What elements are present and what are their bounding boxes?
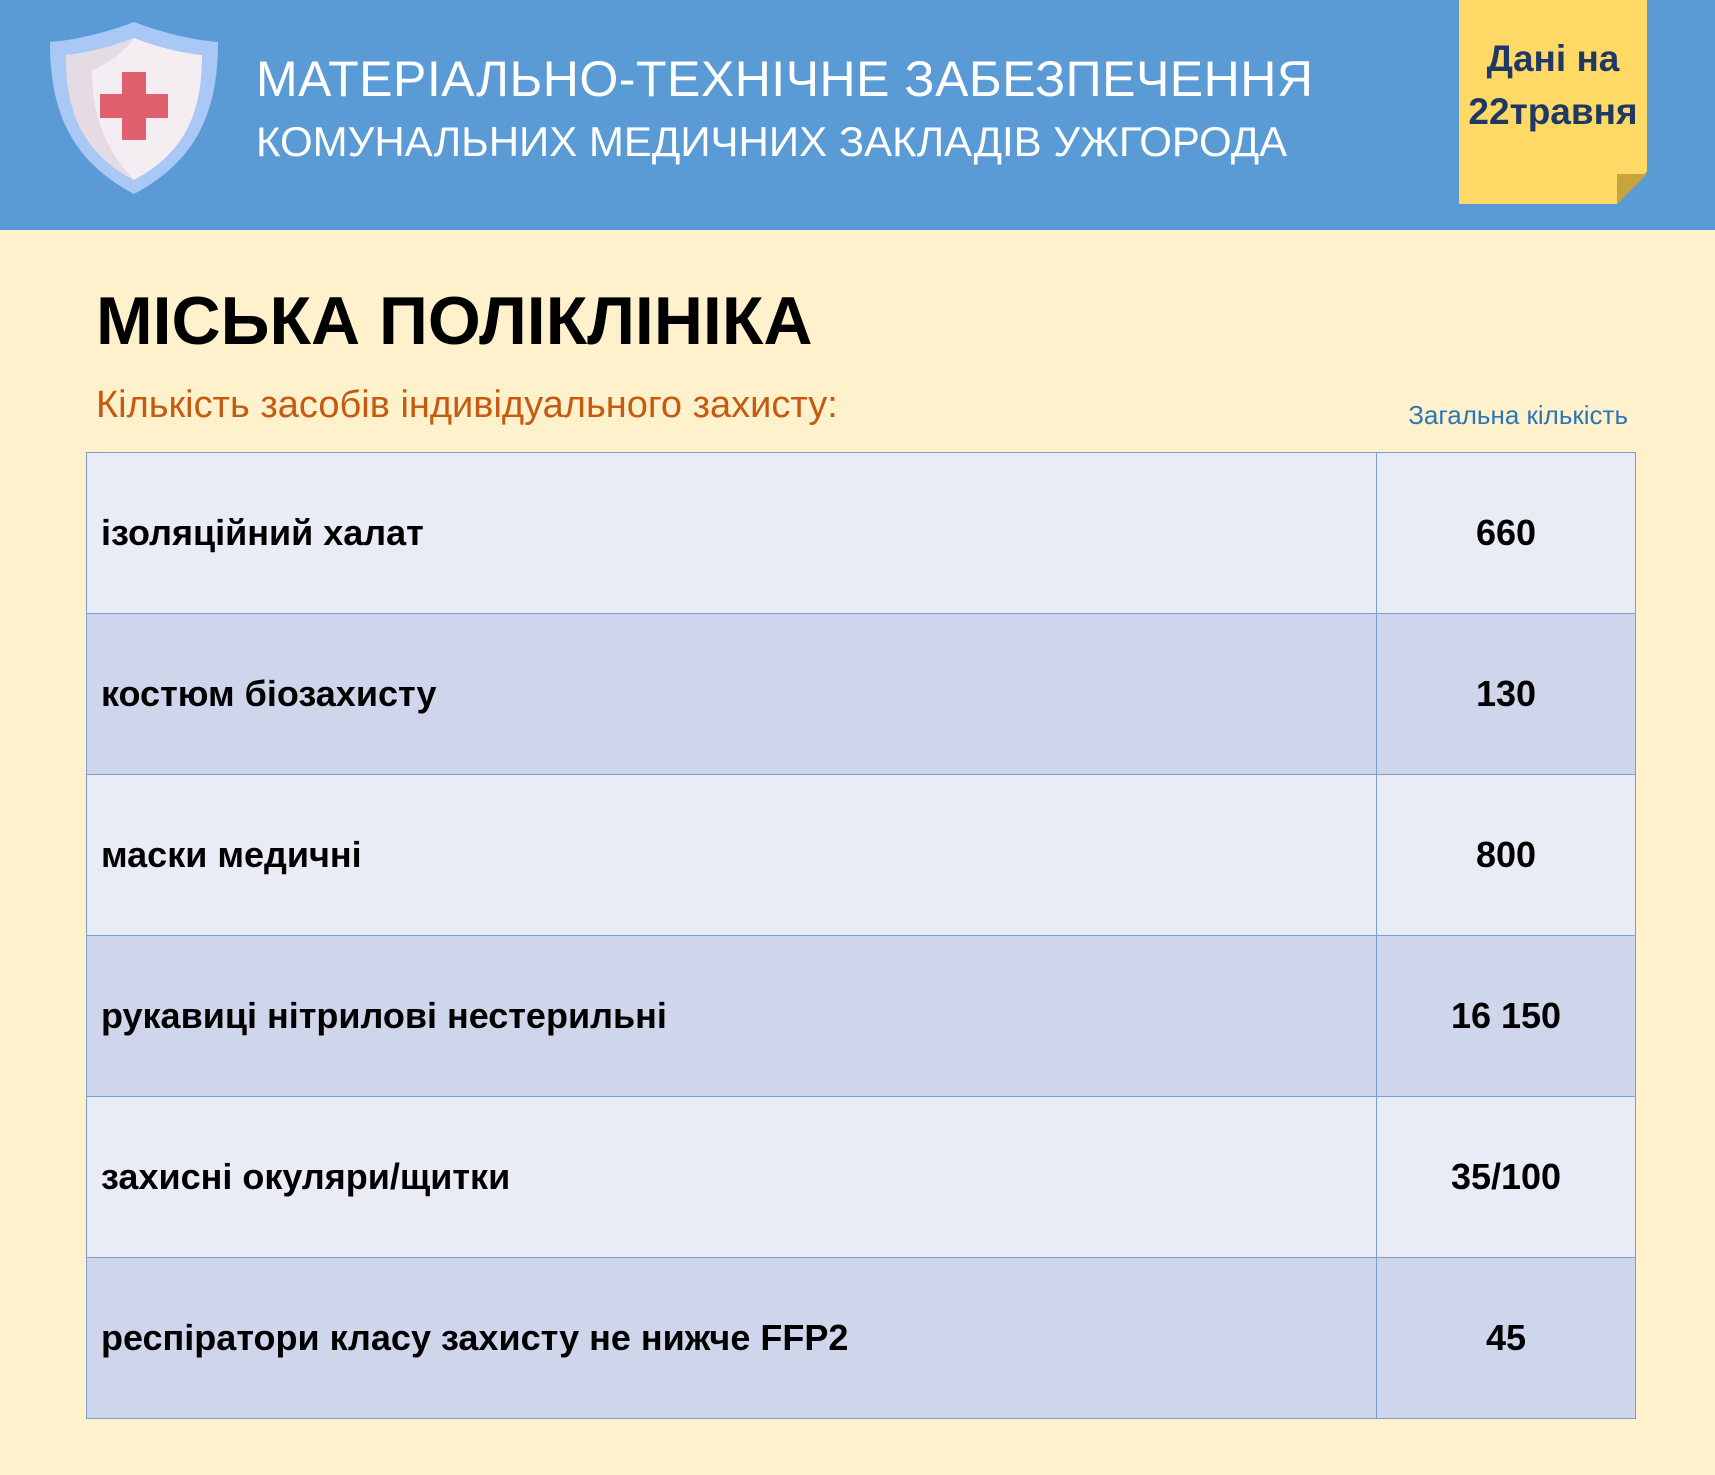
item-name: рукавиці нітрилові нестерильні <box>87 936 1377 1097</box>
item-quantity: 16 150 <box>1377 936 1636 1097</box>
header-title-line1: МАТЕРІАЛЬНО-ТЕХНІЧНЕ ЗАБЕЗПЕЧЕННЯ <box>256 51 1314 107</box>
table-row <box>87 775 1636 936</box>
item-quantity: 660 <box>1377 453 1636 614</box>
item-name: ізоляційний халат <box>87 453 1377 614</box>
header-banner <box>0 0 1715 230</box>
date-note-line1: Дані на <box>1486 38 1620 79</box>
item-quantity: 45 <box>1377 1258 1636 1419</box>
item-quantity: 130 <box>1377 614 1636 775</box>
item-name: маски медичні <box>87 775 1377 936</box>
table-row <box>87 614 1636 775</box>
date-note-line2: 22травня <box>1468 91 1638 132</box>
ppe-table <box>86 452 1636 1419</box>
column-header-total: Загальна кількість <box>1408 400 1628 430</box>
medical-shield-icon <box>46 20 222 196</box>
table-row <box>87 453 1636 614</box>
item-name: респіратори класу захисту не нижче FFP2 <box>87 1258 1377 1419</box>
item-name: захисні окуляри/щитки <box>87 1097 1377 1258</box>
table-row <box>87 936 1636 1097</box>
item-quantity: 800 <box>1377 775 1636 936</box>
table-row <box>87 1258 1636 1419</box>
date-note-text <box>1459 32 1647 138</box>
section-subtitle: Кількість засобів індивідуального захисту: <box>96 384 838 426</box>
table-row <box>87 1097 1636 1258</box>
page-title: МІСЬКА ПОЛІКЛІНІКА <box>96 283 813 359</box>
item-quantity: 35/100 <box>1377 1097 1636 1258</box>
item-name: костюм біозахисту <box>87 614 1377 775</box>
header-title-line2: КОМУНАЛЬНИХ МЕДИЧНИХ ЗАКЛАДІВ УЖГОРОДА <box>256 118 1288 165</box>
